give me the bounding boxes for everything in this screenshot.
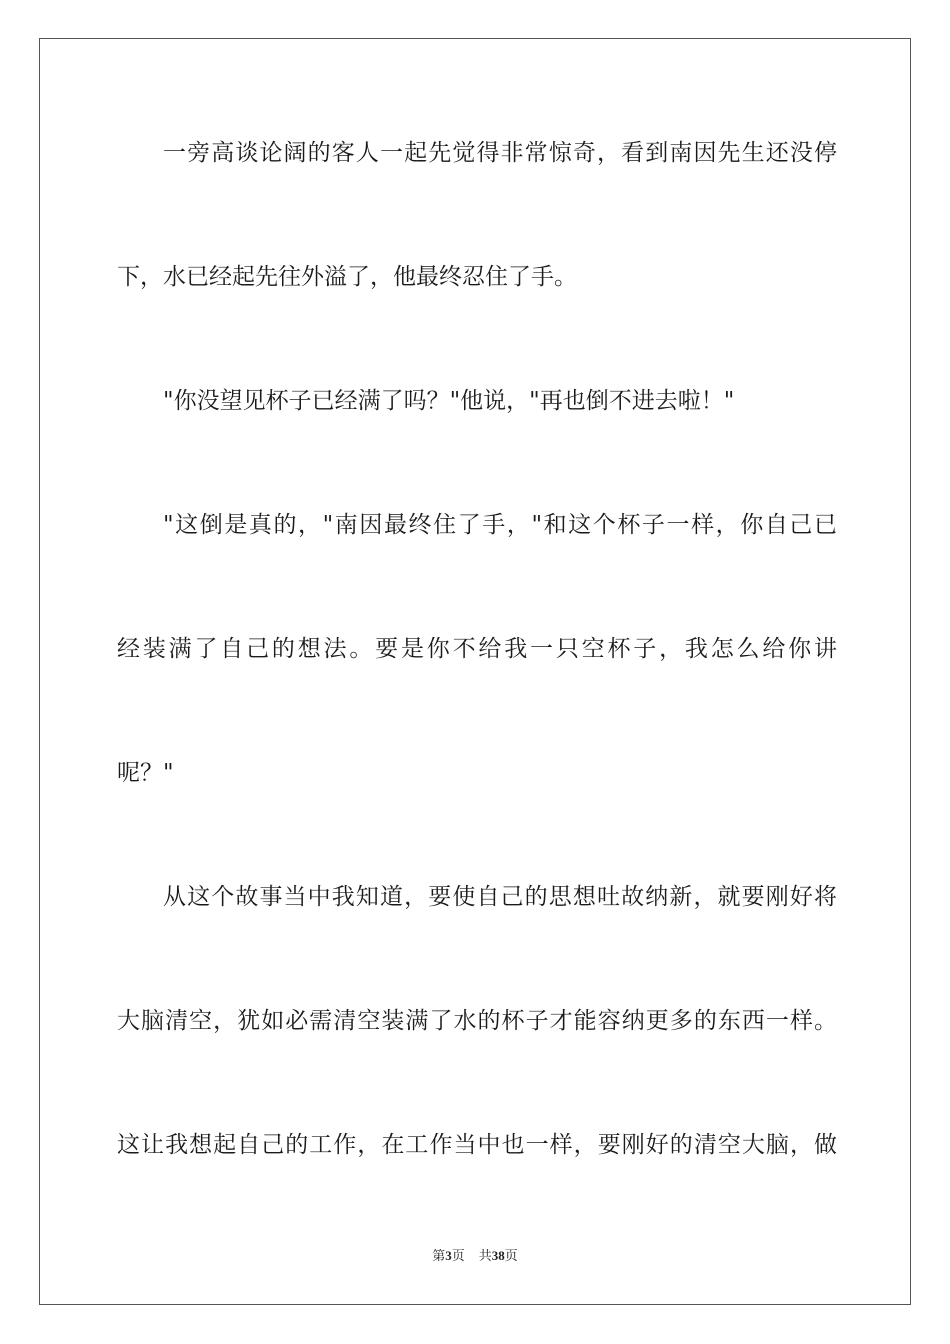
paragraph-line-7: 从这个故事当中我知道，要使自己的思想吐故纳新，就要刚好将 xyxy=(163,884,837,910)
page-total: 38 xyxy=(491,1248,505,1263)
paragraph-line-9: 这让我想起自己的工作，在工作当中也一样，要刚好的清空大脑，做 xyxy=(117,1132,837,1158)
paragraph-line-5: 经装满了自己的想法。要是你不给我一只空杯子，我怎么给你讲 xyxy=(117,636,837,662)
page-suffix: 页 xyxy=(451,1249,465,1264)
paragraph-line-2: 下，水已经起先往外溢了，他最终忍住了手。 xyxy=(117,264,577,290)
paragraph-line-4: "这倒是真的，"南因最终住了手，"和这个杯子一样，你自己已 xyxy=(163,512,837,538)
paragraph-line-8: 大脑清空，犹如必需清空装满了水的杯子才能容纳更多的东西一样。 xyxy=(117,1008,837,1034)
total-suffix: 页 xyxy=(504,1249,518,1264)
page-prefix: 第 xyxy=(432,1249,446,1264)
paragraph-line-3: "你没望见杯子已经满了吗？"他说，"再也倒不进去啦！" xyxy=(163,388,735,414)
page-current: 3 xyxy=(445,1248,452,1263)
page-border xyxy=(39,38,911,1305)
paragraph-line-1: 一旁高谈论阔的客人一起先觉得非常惊奇，看到南因先生还没停 xyxy=(163,140,837,166)
page-footer xyxy=(0,1247,950,1266)
total-prefix: 共 xyxy=(478,1249,492,1264)
paragraph-line-6: 呢？" xyxy=(117,760,174,786)
